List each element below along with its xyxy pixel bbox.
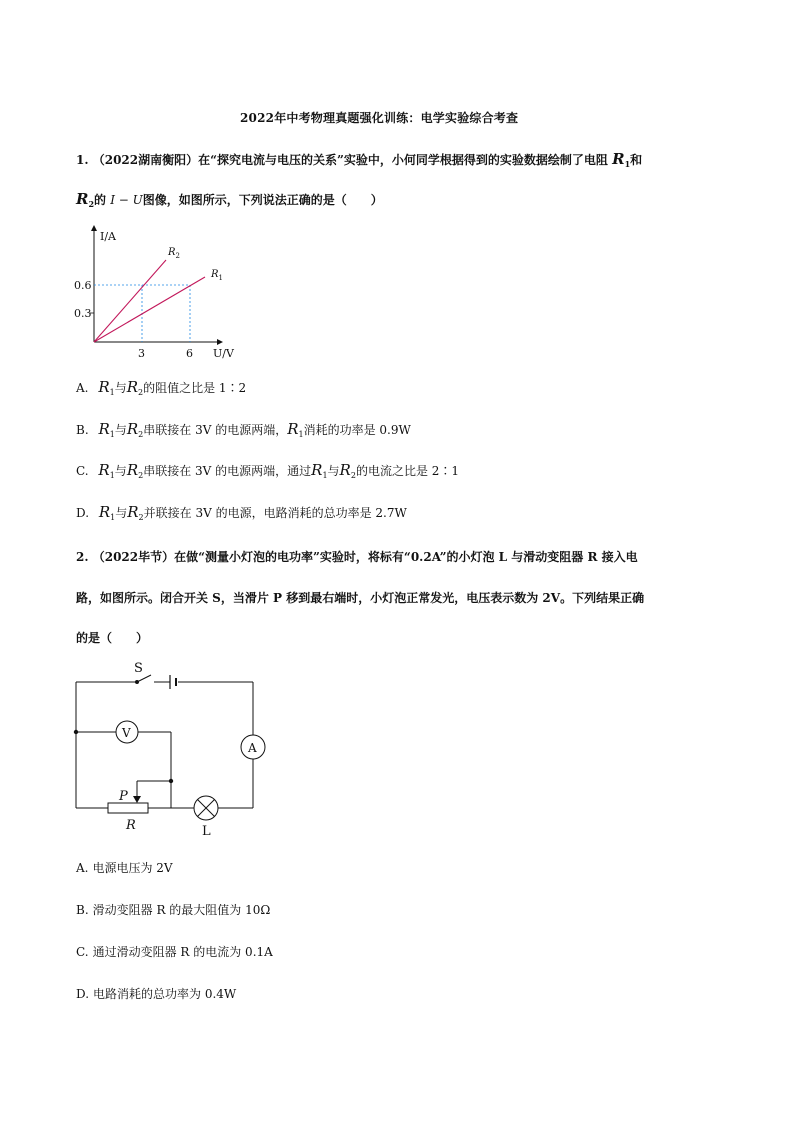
question-stem: 在“探究电流与电压的关系”实验中，小何同学根据得到的实验数据绘制了电阻 [198, 153, 608, 167]
y-axis-label: I/A [100, 230, 116, 243]
voltmeter-label: V [122, 726, 131, 740]
question-source: （2022湖南衡阳） [92, 153, 199, 167]
circuit-diagram [66, 655, 276, 845]
slider-arrow [133, 796, 141, 803]
question-stem-tail: 和 [630, 153, 643, 167]
y-tick-label: 0.6 [74, 279, 92, 292]
symbol-r1: $R_1$ [612, 150, 631, 169]
iu-graph [70, 222, 250, 367]
line-r2 [94, 260, 166, 342]
lamp-label: L [202, 824, 211, 839]
question-1-line-2 [76, 190, 383, 209]
question-stem-tail: 图像，如图所示，下列说法正确的是（ ） [142, 193, 383, 207]
page-title: 2022年中考物理真题强化训练：电学实验综合考查 [240, 111, 519, 125]
x-tick-label: 3 [138, 347, 145, 360]
question-1-line-1 [76, 150, 642, 169]
option-b[interactable]: B. 滑动变阻器 R 的最大阻值为 10Ω [76, 903, 271, 917]
symbol-r2: $R_2$ [76, 190, 95, 209]
line-r1-label: $R_1$ [211, 269, 223, 282]
option-d[interactable]: D. 电路消耗的总功率为 0.4W [76, 987, 237, 1001]
question-stem: （2022毕节）在做“测量小灯泡的电功率”实验时，将标有“0.2A”的小灯泡 L 与滑动变阻器 R 接入电 [92, 550, 638, 564]
rheostat [108, 803, 148, 813]
rheostat-label: R [126, 818, 136, 833]
slider-label: P [119, 789, 128, 804]
question-2-line-2: 路，如图所示。闭合开关 S，当滑片 P 移到最右端时，小灯泡正常发光，电压表示数为 2V。下列结果正确 [76, 591, 645, 605]
switch-lever [137, 675, 151, 682]
option-b[interactable]: B. $R_1$与$R_2$串联接在 3V 的电源两端，$R_1$消耗的功率是 0.9W [76, 420, 411, 439]
switch-label: S [134, 661, 143, 676]
junction-dot [169, 779, 173, 783]
option-a[interactable]: A. 电源电压为 2V [76, 861, 173, 875]
option-c[interactable]: C. $R_1$与$R_2$串联接在 3V 的电源两端，通过$R_1$与$R_2$的电流之比是 2∶1 [76, 461, 460, 480]
ammeter-label: A [248, 741, 257, 755]
question-number: 2. [76, 550, 89, 564]
question-number: 1. [76, 153, 89, 167]
y-tick-label: 0.3 [74, 307, 92, 320]
question-2-line-1 [76, 548, 638, 565]
question-stem-mid: 的 [94, 193, 107, 207]
line-r1 [94, 277, 205, 342]
question-2-line-3: 的是（ ） [76, 631, 149, 645]
line-r2-label: $R_2$ [168, 247, 180, 260]
option-a[interactable]: A. $R_1$与$R_2$的阻值之比是 1∶2 [76, 378, 247, 397]
option-c[interactable]: C. 通过滑动变阻器 R 的电流为 0.1A [76, 945, 273, 959]
x-axis-label: U/V [213, 347, 234, 360]
x-tick-label: 6 [186, 347, 193, 360]
option-d[interactable]: D. $R_1$与$R_2$并联接在 3V 的电源，电路消耗的总功率是 2.7W [76, 503, 407, 522]
symbol-iu: I − U [110, 193, 143, 207]
junction-dot [74, 730, 78, 734]
